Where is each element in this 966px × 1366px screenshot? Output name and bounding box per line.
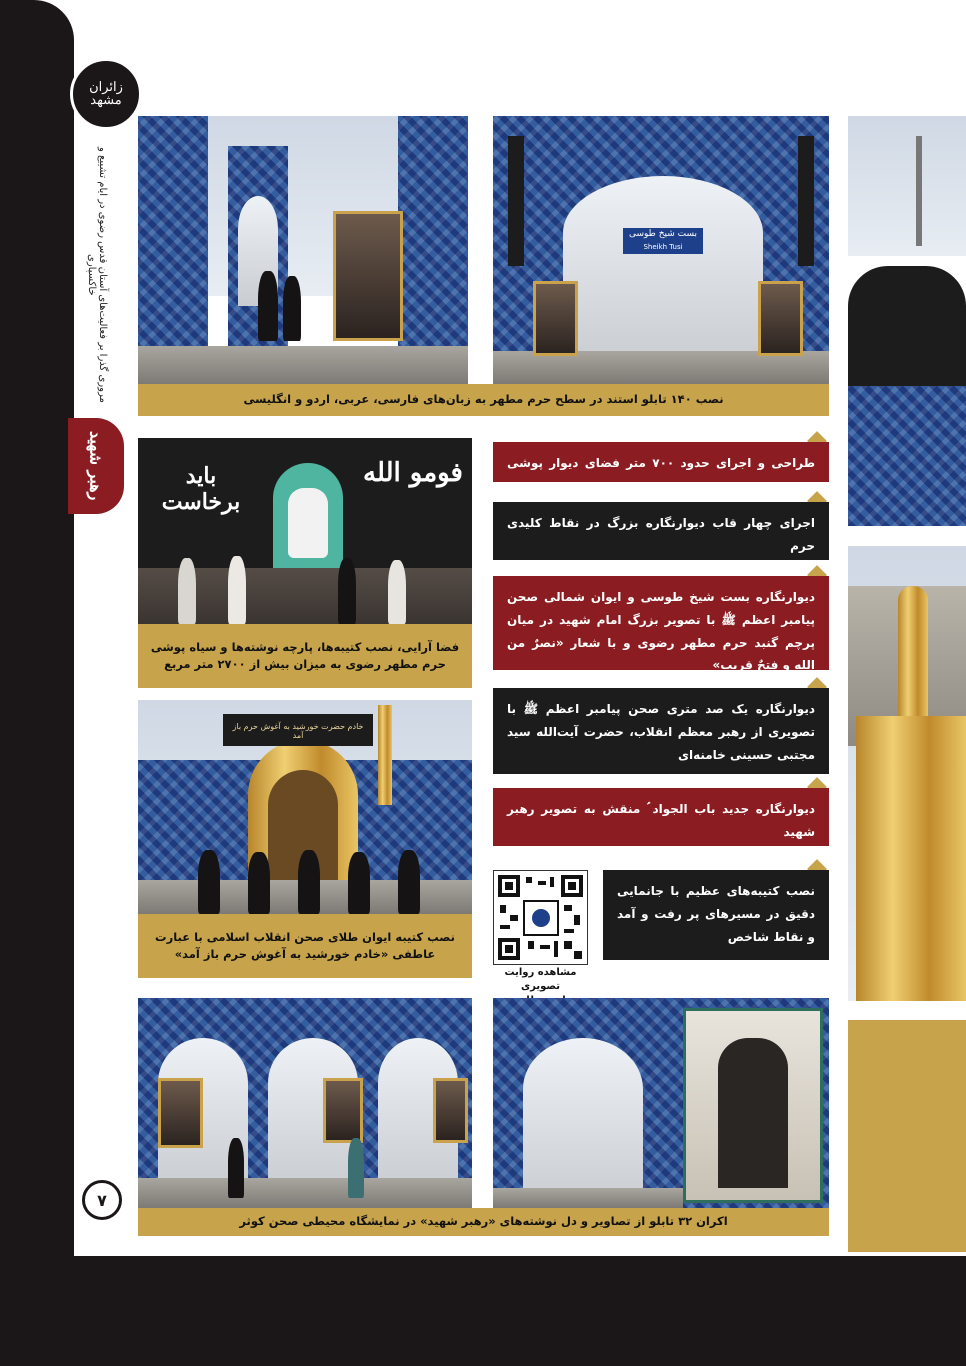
qr-caption-line1: مشاهده روایت تصویری bbox=[504, 967, 577, 992]
theme-badge bbox=[68, 418, 124, 514]
info-box-6: نصب کتیبه‌های عظیم با جانمایی دقیق در مسیرهای پر رفت و آمد و نقاط شاخص bbox=[603, 870, 829, 960]
caption-kowsar: اکران ۳۲ تابلو از تصاویر و دل نوشته‌های «رهبر شهید» در نمایشگاه محیطی صحن کوثر bbox=[138, 1208, 829, 1236]
magazine-logo bbox=[70, 58, 142, 130]
fist-icon bbox=[288, 488, 328, 558]
caption-stands: نصب ۱۴۰ تابلو استند در سطح حرم مطهر به زبان‌های فارسی، عربی، اردو و انگلیسی bbox=[138, 384, 829, 416]
caption-golden-iwan: نصب کتیبه ایوان طلای صحن انقلاب اسلامی با عبارت عاطفی «خادم خورشید به آغوش حرم باز آمد» bbox=[138, 914, 472, 978]
photo-bast-sheikh-tusi bbox=[493, 116, 829, 384]
mural-text-left: فومو الله bbox=[363, 458, 463, 488]
page-number: ۷ bbox=[82, 1180, 122, 1220]
sign-board bbox=[623, 228, 703, 254]
sign-text: بست شیخ طوسی bbox=[628, 229, 697, 239]
logo-text: زائران مشهد bbox=[89, 80, 123, 108]
info-box-1: طراحی و اجرای حدود ۷۰۰ متر فضای دیوار پوشی جدید bbox=[493, 442, 829, 482]
photo-courtyard-stand bbox=[138, 116, 468, 384]
mural-text-right: باید برخاست bbox=[161, 463, 241, 516]
info-box-3: دیوارنگاره بست شیخ طوسی و ایوان شمالی صحن پیامبر اعظم ﷺ با تصویر بزرگ امام شهید در میان پرچم گنبد حرم مطهر رضوی و با شعار «نصرٌ من الله و فتحٌ قریب» bbox=[493, 576, 829, 670]
qr-code-icon bbox=[494, 871, 587, 964]
qr-code[interactable] bbox=[493, 870, 588, 965]
caption-mural: فضا آرایی، نصب کتیبه‌ها، پارچه نوشته‌ها و سیاه پوشی حرم مطهر رضوی به میزان بیش از ۲۷۰۰ متر مربع bbox=[138, 624, 472, 688]
footer-band bbox=[0, 1256, 966, 1366]
sign-text-en: Sheikh Tusi bbox=[643, 243, 683, 251]
section-subtitle: مروری گذرا بر فعالیت‌های آستان قدس رضوی در ایام تشییع و خاکسپاری bbox=[86, 147, 108, 403]
left-sidebar bbox=[0, 0, 74, 1366]
photo-minaret-black-cloth bbox=[848, 116, 966, 526]
info-box-5: دیوارنگاره جدید باب الجواد ؑ منقش به تصویر رهبر شهید bbox=[493, 788, 829, 846]
photo-kowsar-exhibition-right bbox=[493, 998, 829, 1208]
photo-mural-fist bbox=[138, 438, 472, 624]
info-box-4: دیوارنگاره یک صد متری صحن پیامبر اعظم ﷺ با تصویری از رهبر معظم انقلاب، حضرت آیت‌الله سید مجتبی حسینی خامنه‌ای bbox=[493, 688, 829, 774]
banner-text: خادم حضرت خورشید به آغوش حرم باز آمد bbox=[232, 722, 364, 740]
gold-strip bbox=[848, 1020, 966, 1252]
photo-kowsar-exhibition-left bbox=[138, 998, 472, 1208]
theme-label: رهبر شهید bbox=[86, 431, 106, 501]
photo-golden-iwan bbox=[138, 700, 472, 914]
photo-golden-minaret bbox=[848, 546, 966, 1001]
info-box-2: اجرای چهار قاب دیوارنگاره بزرگ در نقاط کلیدی حرم bbox=[493, 502, 829, 560]
